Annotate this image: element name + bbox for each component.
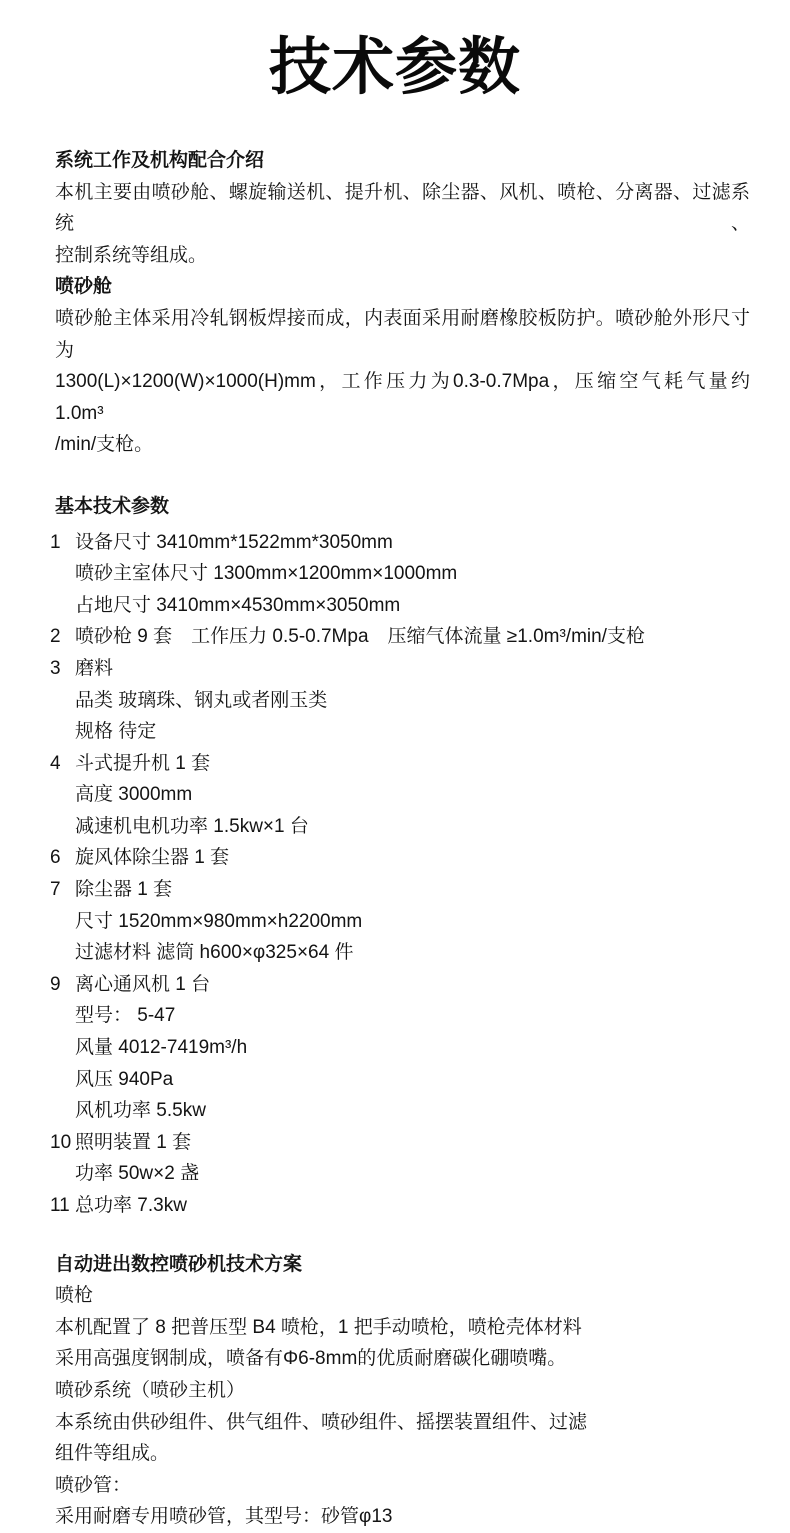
item-text: 喷砂枪 9 套 工作压力 0.5-0.7Mpa 压缩气体流量 ≥1.0m³/min/支枪 <box>75 626 645 648</box>
list-item <box>52 842 750 874</box>
paragraph-line: /min/支枪。 <box>55 434 154 456</box>
section-heading: 喷砂舱 <box>55 276 113 298</box>
list-subline: 占地尺寸 3410mm×4530mm×3050mm <box>75 594 401 616</box>
paragraph-line: 喷枪 <box>55 1285 94 1307</box>
list-subline: 风量 4012-7419m³/h <box>75 1037 248 1059</box>
item-number: 3 <box>50 657 61 679</box>
paragraph-line: 喷砂舱主体采用冷轧钢板焊接而成，内表面采用耐磨橡胶板防护。喷砂舱外形尺寸为 <box>55 307 750 361</box>
paragraph-line: 1300(L)×1200(W)×1000(H)mm，工作压力为0.3-0.7Mpa，压缩空气耗气量约 1.0m³ <box>55 371 756 424</box>
section-spacer <box>52 461 750 491</box>
item-text: 斗式提升机 1 套 <box>75 752 211 774</box>
list-item <box>52 1190 750 1222</box>
item-number: 7 <box>50 879 61 901</box>
item-text: 旋风体除尘器 1 套 <box>75 847 230 869</box>
paragraph-line: 喷砂管： <box>55 1474 132 1496</box>
list-subline: 风机功率 5.5kw <box>75 1100 206 1122</box>
item-number: 10 <box>50 1131 72 1153</box>
item-number: 1 <box>50 531 61 553</box>
item-number: 4 <box>50 752 61 774</box>
list-subline: 规格 待定 <box>75 721 157 743</box>
section-heading: 系统工作及机构配合介绍 <box>55 150 265 171</box>
list-subline: 型号： 5-47 <box>75 1005 176 1027</box>
list-subline: 品类 玻璃珠、钢丸或者刚玉类 <box>75 689 328 711</box>
document-page <box>0 28 790 1528</box>
item-number: 9 <box>50 973 61 995</box>
list-subline: 功率 50w×2 盏 <box>75 1163 200 1185</box>
list-item <box>52 874 750 906</box>
item-number: 6 <box>50 847 61 869</box>
item-text: 磨料 <box>75 657 114 679</box>
page-title: 技术参数 <box>268 33 521 102</box>
section-spacer <box>52 1222 750 1249</box>
paragraph-line: 采用耐磨专用喷砂管，其型号：砂管φ13 <box>55 1506 393 1528</box>
item-text: 除尘器 1 套 <box>75 879 173 901</box>
list-subline: 风压 940Pa <box>75 1068 174 1090</box>
item-text: 照明装置 1 套 <box>75 1131 192 1153</box>
paragraph-line: 本机主要由喷砂舱、螺旋输送机、提升机、除尘器、风机、喷枪、分离器、过滤系统、 <box>55 181 750 235</box>
list-subline: 尺寸 1520mm×980mm×h2200mm <box>75 910 363 932</box>
document-body <box>0 145 790 1533</box>
paragraph-line: 采用高强度钢制成，喷备有Φ6-8mm的优质耐磨碳化硼喷嘴。 <box>55 1348 567 1370</box>
paragraph-line: 控制系统等组成。 <box>55 244 208 266</box>
list-subline: 减速机电机功率 1.5kw×1 台 <box>75 815 309 837</box>
item-text: 设备尺寸 3410mm*1522mm*3050mm <box>75 531 393 553</box>
paragraph-line: 组件等组成。 <box>55 1443 170 1465</box>
list-item <box>52 748 750 780</box>
list-subline: 高度 3000mm <box>75 784 193 806</box>
item-number: 2 <box>50 626 61 648</box>
paragraph-line: 本机配置了 8 把普压型 B4 喷枪，1 把手动喷枪，喷枪壳体材料 <box>55 1316 582 1338</box>
list-subline: 喷砂主室体尺寸 1300mm×1200mm×1000mm <box>75 563 458 585</box>
list-subline: 过滤材料 滤筒 h600×φ325×64 件 <box>75 942 354 964</box>
list-item <box>52 1127 750 1159</box>
paragraph-line: 本系统由供砂组件、供气组件、喷砂组件、摇摆装置组件、过滤 <box>55 1411 588 1433</box>
list-item <box>52 653 750 685</box>
list-item <box>52 527 750 559</box>
paragraph-line: 喷砂系统（喷砂主机） <box>55 1379 246 1401</box>
section-heading: 基本技术参数 <box>55 495 170 517</box>
item-number: 11 <box>50 1195 70 1216</box>
list-item <box>52 969 750 1001</box>
list-item <box>52 621 750 653</box>
item-text: 离心通风机 1 台 <box>75 973 211 995</box>
item-text: 总功率 7.3kw <box>75 1195 187 1216</box>
section-heading: 自动进出数控喷砂机技术方案 <box>55 1253 303 1275</box>
